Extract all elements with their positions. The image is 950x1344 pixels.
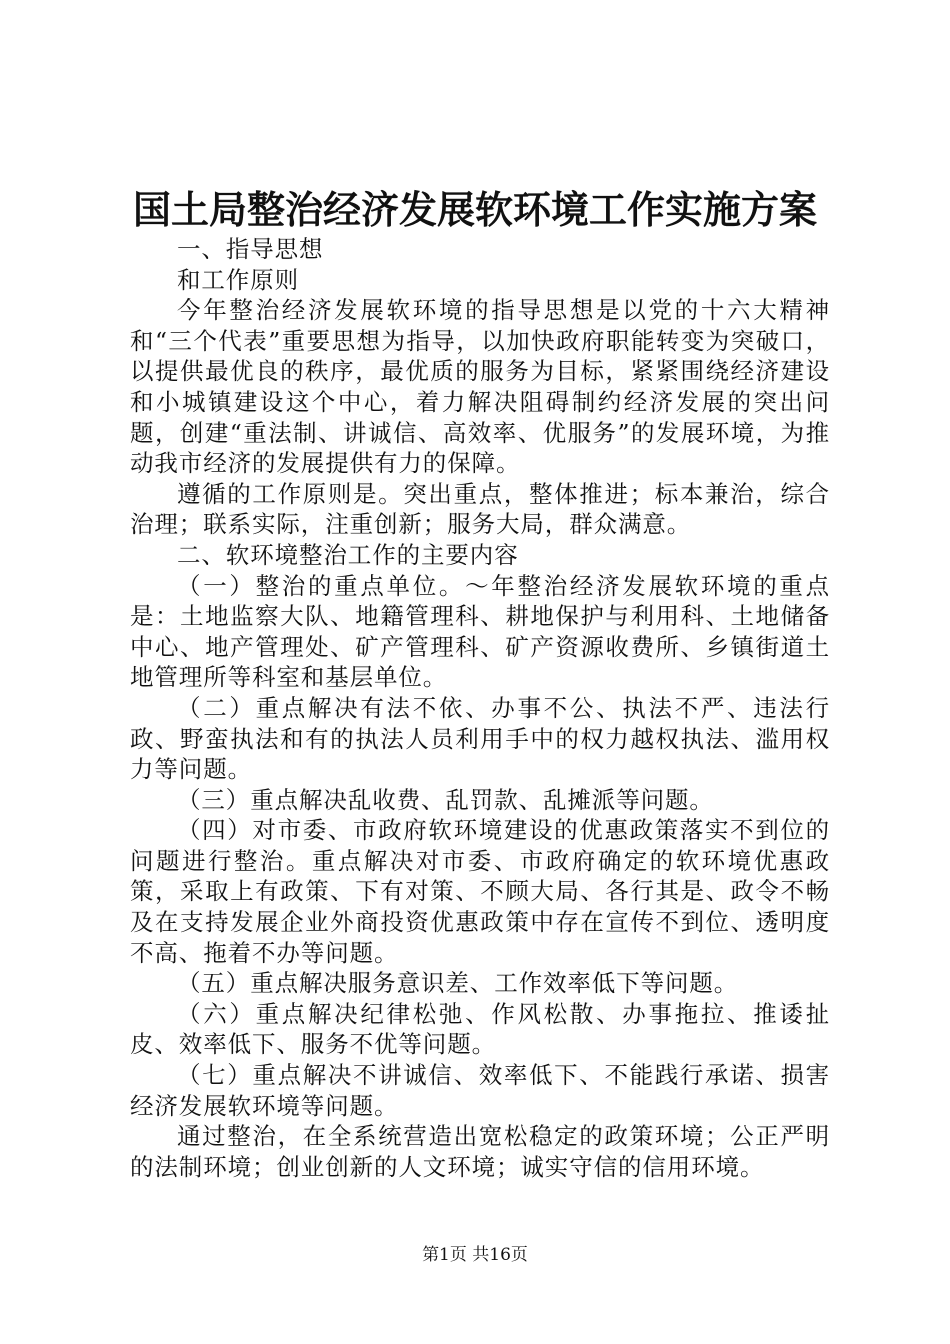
page-footer: 第1页 共16页 [422, 1245, 528, 1265]
paragraph-item-2: （二）重点解决有法不依、办事不公、执法不严、违法行政、野蛮执法和有的执法人员利用手中的权力越权执法、滥用权力等问题。 [130, 693, 830, 784]
document-body [130, 234, 830, 1182]
paragraph-item-5: （五）重点解决服务意识差、工作效率低下等问题。 [177, 969, 739, 998]
paragraph-conclusion: 通过整治，在全系统营造出宽松稳定的政策环境；公正严明的法制环境；创业创新的人文环境；诚实守信的信用环境。 [130, 1122, 830, 1181]
paragraph-work-principles: 遵循的工作原则是。突出重点，整体推进；标本兼治，综合治理；联系实际，注重创新；服务大局，群众满意。 [130, 479, 830, 539]
section-heading-work-principles: 和工作原则 [177, 265, 299, 294]
document-title: 国土局整治经济发展软环境工作实施方案 [132, 187, 817, 232]
paragraph-item-4: （四）对市委、市政府软环境建设的优惠政策落实不到位的问题进行整治。重点解决对市委、市政府确定的软环境优惠政策，采取上有政策、下有对策、不顾大局、各行其是、政令不畅及在支持发展企业外商投资优惠政策中存在宣传不到位、透明度不高、拖着不办等问题。 [130, 816, 830, 967]
section-heading-guiding-thought: 一、指导思想 [177, 235, 324, 263]
section-heading-main-content: 二、软环境整治工作的主要内容 [177, 540, 519, 569]
paragraph-item-6: （六）重点解决纪律松弛、作风松散、办事拖拉、推诿扯皮、效率低下、服务不优等问题。 [130, 999, 830, 1059]
paragraph-item-7: （七）重点解决不讲诚信、效率低下、不能践行承诺、损害经济发展软环境等问题。 [130, 1061, 830, 1120]
paragraph-item-3: （三）重点解决乱收费、乱罚款、乱摊派等问题。 [177, 785, 714, 814]
paragraph-item-1: （一）整治的重点单位。～年整治经济发展软环境的重点是：土地监察大队、地籍管理科、耕地保护与利用科、土地储备中心、地产管理处、矿产管理科、矿产资源收费所、乡镇街道土地管理所等科室和基层单位。 [130, 571, 830, 692]
paragraph-guiding-thought: 今年整治经济发展软环境的指导思想是以党的十六大精神和“三个代表”重要思想为指导，以加快政府职能转变为突破口，以提供最优良的秩序，最优质的服务为目标，紧紧围绕经济建设和小城镇建设这个中心，着力解决阻碍制约经济发展的突出问题，创建“重法制、讲诚信、高效率、优服务”的发展环境，为推动我市经济的发展提供有力的保障。 [130, 296, 830, 478]
